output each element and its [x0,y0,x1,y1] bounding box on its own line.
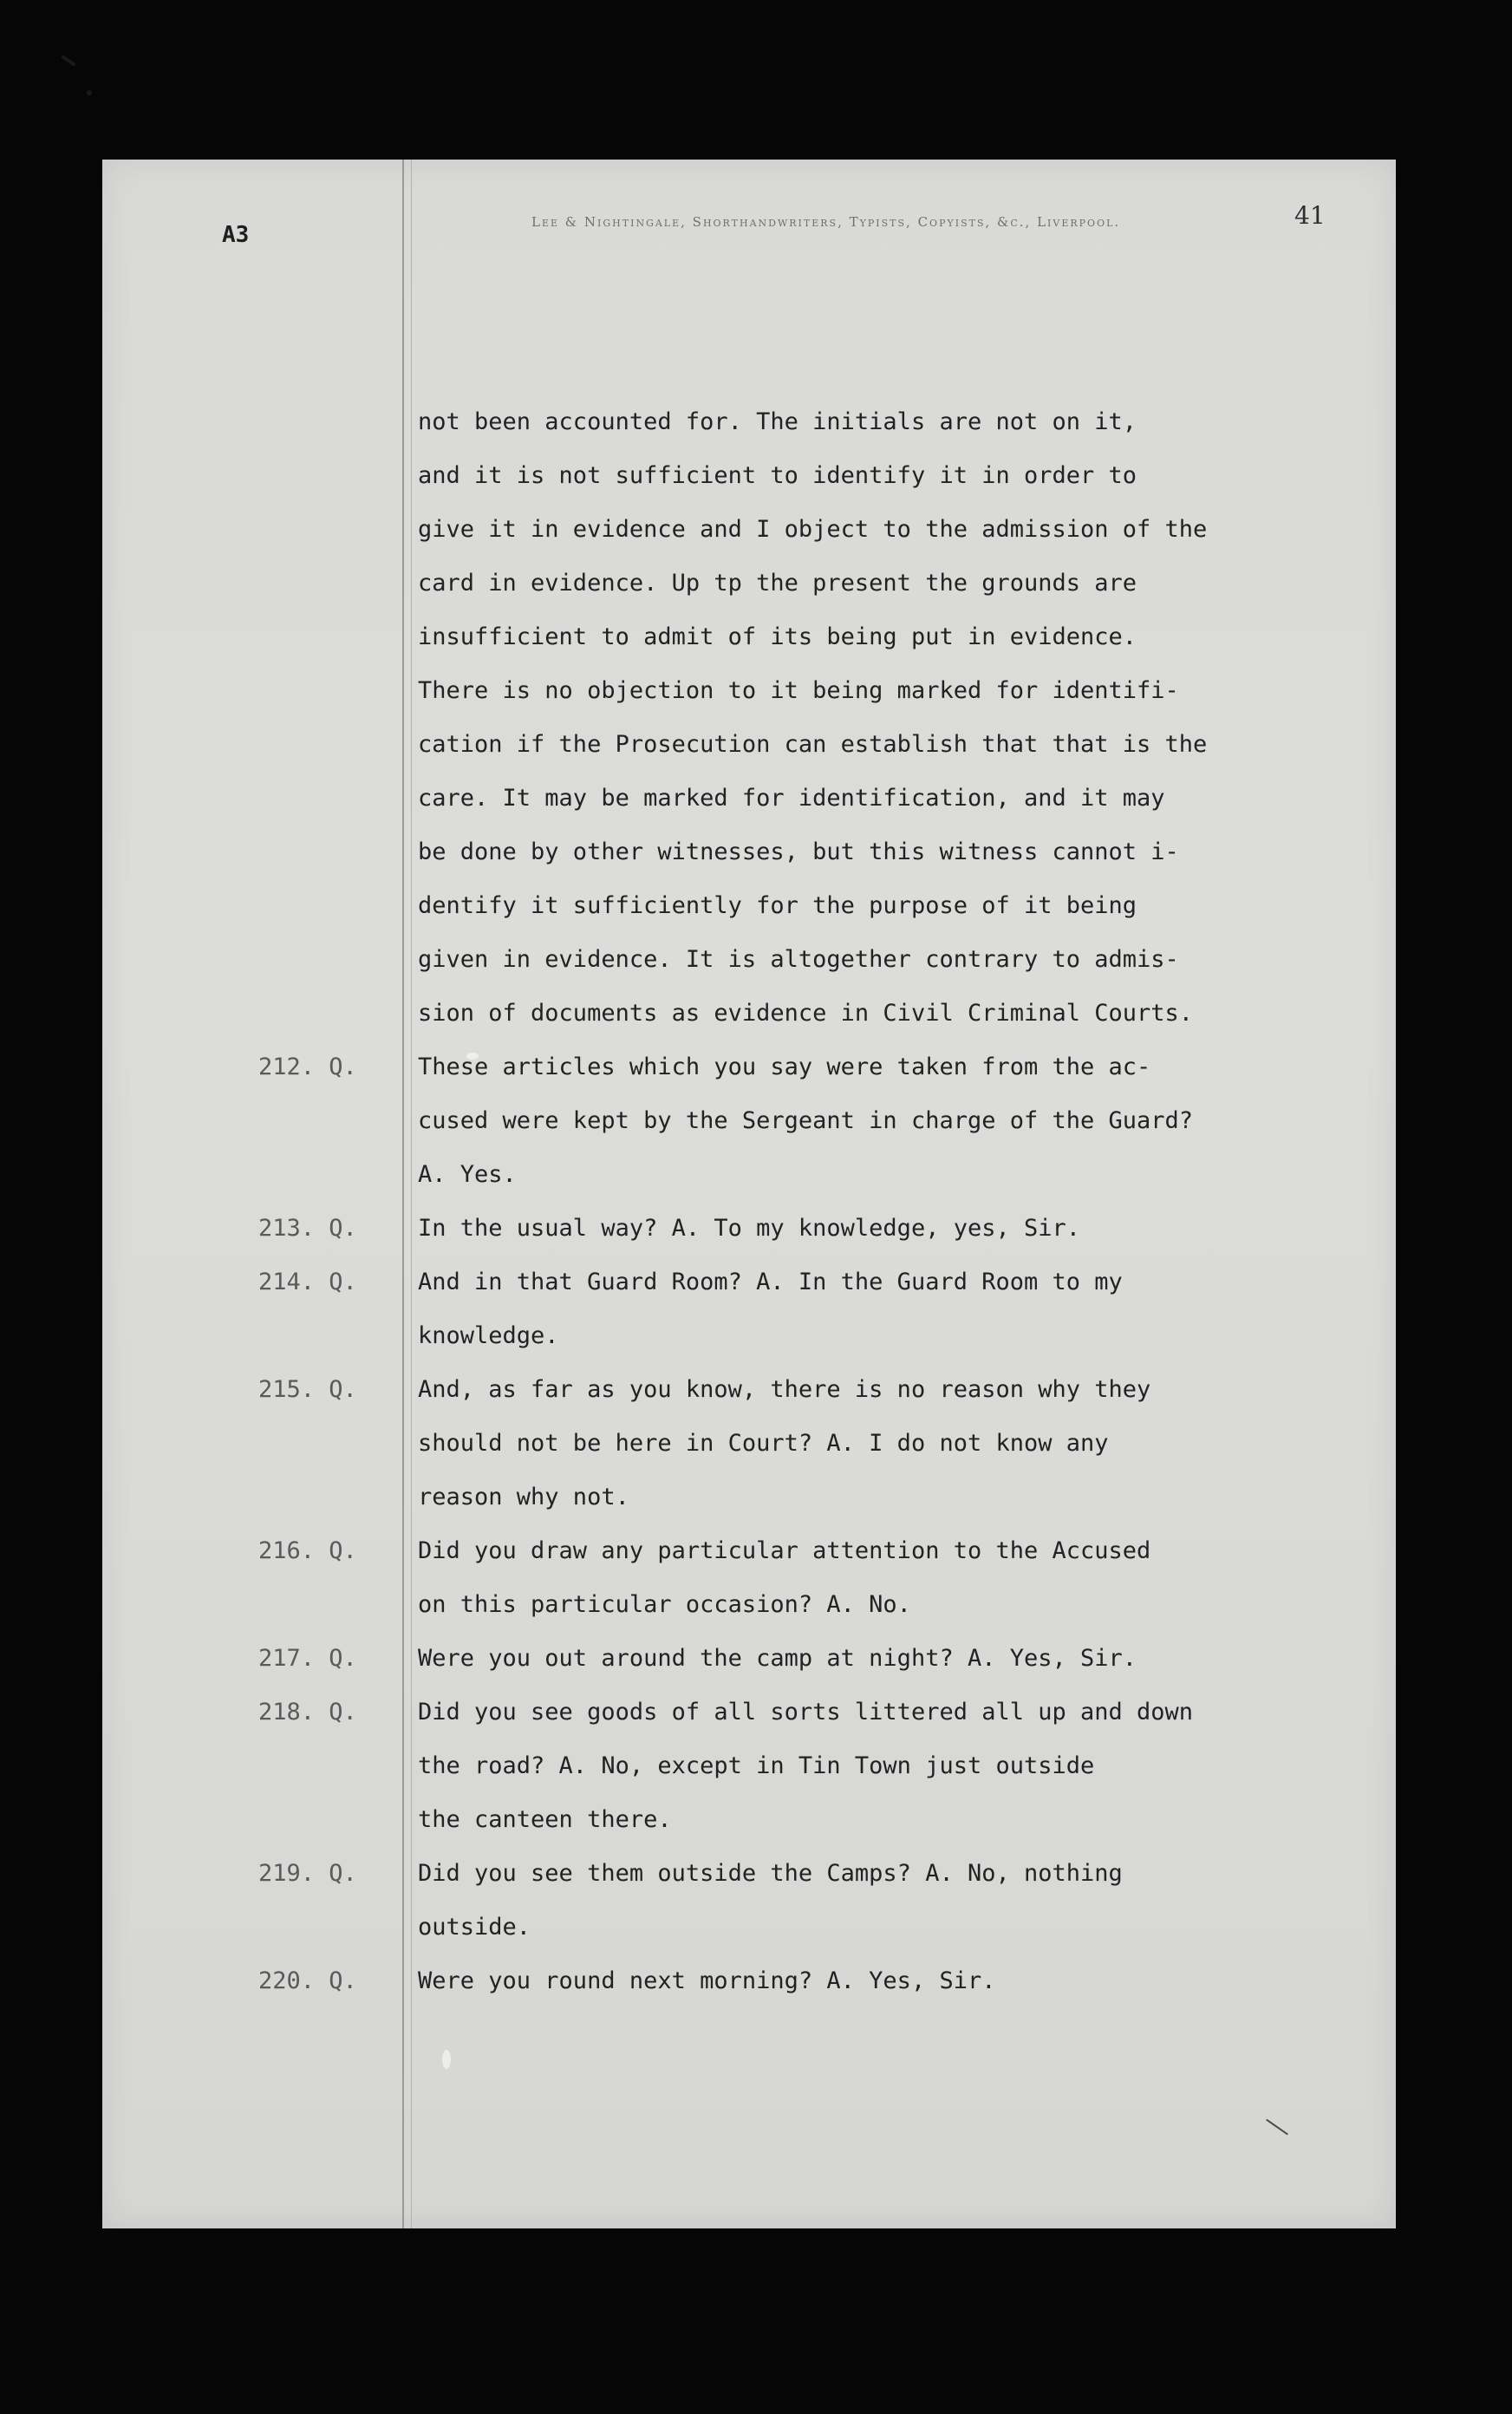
text-line: Did you draw any particular attention to the Accused [418,1537,1151,1564]
question-number: 213. Q. [258,1215,357,1242]
text-line: cation if the Prosecution can establish that that is the [418,731,1208,758]
question-number: 212. Q. [258,1054,357,1080]
text-line: knowledge. [418,1322,559,1349]
question-entry-213 [258,1202,1363,1256]
text-line: reason why not. [418,1484,629,1510]
text-line: Did you see goods of all sorts littered all up and down [418,1699,1194,1726]
question-number: 215. Q. [258,1376,357,1403]
question-entry-216 [258,1524,1363,1632]
text-line: Were you round next morning? A. Yes, Sir. [418,1967,996,1994]
text-line: cused were kept by the Sergeant in charge of the Guard? [418,1107,1194,1134]
question-number: 214. Q. [258,1269,357,1295]
text-line: given in evidence. It is altogether contrary to admis- [418,946,1179,973]
question-number: 217. Q. [258,1645,357,1672]
text-line: care. It may be marked for identification, and it may [418,785,1165,812]
margin-rule-inner [411,160,412,2228]
question-entry-215 [258,1363,1363,1524]
question-number: 219. Q. [258,1860,357,1887]
question-entry-219 [258,1847,1363,1954]
text-line: insufficient to admit of its being put in evidence. [418,623,1137,650]
question-number: 218. Q. [258,1699,357,1726]
document-page [102,160,1396,2228]
printer-imprint: Lee & Nightingale, Shorthandwriters, Typists, Copyists, &c., Liverpool. [531,214,1121,230]
transcript-body [258,395,1363,2008]
question-entry-212 [258,1041,1363,1202]
page-number: 41 [1294,201,1326,230]
text-line: And in that Guard Room? A. In the Guard Room to my [418,1269,1123,1295]
margin-dot-mark [87,90,92,95]
text-line: card in evidence. Up tp the present the grounds are [418,570,1137,597]
text-line: These articles which you say were taken from the ac- [418,1054,1151,1080]
text-line: In the usual way? A. To my knowledge, yes, Sir. [418,1215,1081,1242]
question-entry-218 [258,1686,1363,1847]
text-line: And, as far as you know, there is no reason why they [418,1376,1151,1403]
question-entry-217 [258,1632,1363,1686]
text-line: Were you out around the camp at night? A. Yes, Sir. [418,1645,1137,1672]
question-number: 220. Q. [258,1967,357,1994]
text-line: not been accounted for. The initials are not on it, [418,408,1137,435]
text-line: the road? A. No, except in Tin Town just outside [418,1752,1095,1779]
text-line: Did you see them outside the Camps? A. No, nothing [418,1860,1123,1887]
text-line: give it in evidence and I object to the admission of the [418,516,1208,543]
text-line: A. Yes. [418,1161,517,1188]
text-line: should not be here in Court? A. I do not know any [418,1430,1109,1457]
text-line: on this particular occasion? A. No. [418,1591,911,1618]
question-number: 216. Q. [258,1537,357,1564]
margin-tick-mark [61,55,75,67]
paper-blemish [442,2050,451,2069]
reference-mark: A3 [222,222,250,248]
margin-rule [402,160,404,2228]
text-line: sion of documents as evidence in Civil Criminal Courts. [418,1000,1194,1027]
question-entry-214 [258,1256,1363,1363]
text-line: be done by other witnesses, but this witness cannot i- [418,838,1179,865]
text-line: the canteen there. [418,1806,672,1833]
objection-paragraph [418,395,1363,1041]
text-line: There is no objection to it being marked for identifi- [418,677,1179,704]
text-line: dentify it sufficiently for the purpose of it being [418,892,1137,919]
text-line: and it is not sufficient to identify it in order to [418,462,1137,489]
question-entry-220 [258,1954,1363,2008]
text-line: outside. [418,1914,531,1941]
paper-scratch [1266,2119,1288,2136]
